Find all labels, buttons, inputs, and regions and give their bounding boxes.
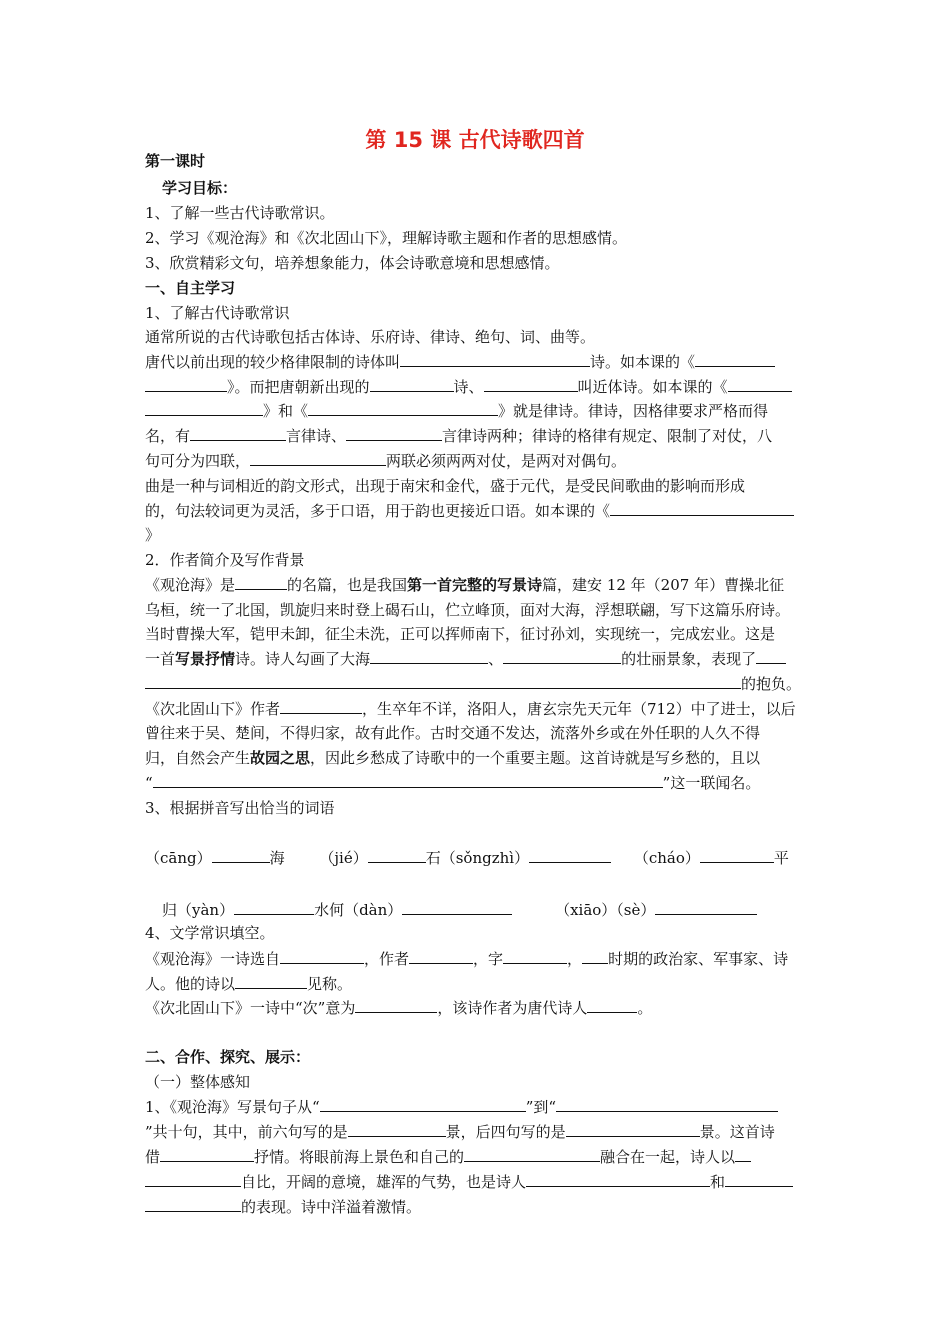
paragraph-line <box>145 352 817 372</box>
blank[interactable] <box>700 848 774 863</box>
blank[interactable] <box>526 1172 710 1187</box>
text: 唐代以前出现的较少格律限制的诗体叫 <box>145 353 401 371</box>
paragraph-line <box>145 1172 817 1192</box>
blank[interactable] <box>370 649 488 664</box>
blank[interactable] <box>145 674 741 689</box>
text: ，该诗作者为唐代诗人 <box>437 999 588 1017</box>
text: 《次北固山下》一诗中“次”意为 <box>145 999 356 1017</box>
blank[interactable] <box>695 352 775 367</box>
text: 篇，建安 12 年（207 年）曹操北征 <box>542 576 785 594</box>
blank[interactable] <box>320 1097 526 1112</box>
blank[interactable] <box>402 900 512 915</box>
blank[interactable] <box>400 352 590 367</box>
paragraph-line <box>145 649 817 669</box>
text: 一首 <box>145 650 176 668</box>
paragraph-line <box>145 998 817 1018</box>
paragraph: 通常所说的古代诗歌包括古体诗、乐府诗、律诗、绝句、词、曲等。 <box>145 328 596 346</box>
blank[interactable] <box>725 1172 793 1187</box>
subheading-1: 1、了解古代诗歌常识 <box>145 304 290 322</box>
blank[interactable] <box>582 949 608 964</box>
pinyin: （xiāo）（sè） <box>555 901 656 919</box>
blank[interactable] <box>145 1172 241 1187</box>
text: 《次北固山下》作者 <box>145 700 281 718</box>
text: 人。他的诗以 <box>145 975 236 993</box>
blank[interactable] <box>503 949 567 964</box>
text: ，作者 <box>364 950 410 968</box>
paragraph-line <box>145 773 817 793</box>
text: 的表现。诗中洋溢着激情。 <box>241 1198 422 1216</box>
text: 。 <box>637 999 653 1017</box>
text: ”这一联闻名。 <box>662 774 761 792</box>
page-title: 第 15 课 古代诗歌四首 <box>365 128 585 152</box>
text: 诗、 <box>453 378 484 396</box>
blank[interactable] <box>250 451 386 466</box>
paragraph-line: 》 <box>145 526 161 544</box>
paragraph-line: 当时曹操大军，铠甲未卸，征尘未洗，正可以挥师南下，征讨孙刘，实现统一，完成宏业。这是 <box>145 625 776 643</box>
pinyin: 石（sǒngzhì） <box>425 849 530 867</box>
blank[interactable] <box>235 575 287 590</box>
text: 抒情。将眼前海上景色和自己的 <box>254 1148 465 1166</box>
text: 的，句法较词更为灵活，多于口语，用于韵也更接近口语。如本课的《 <box>145 502 611 520</box>
text: 》。而把唐朝新出现的 <box>227 378 370 396</box>
blank[interactable] <box>728 377 792 392</box>
text: 融合在一起，诗人以 <box>600 1148 736 1166</box>
text: 景，后四句写的是 <box>445 1123 566 1141</box>
paragraph-line <box>145 748 817 768</box>
blank[interactable] <box>464 1147 600 1162</box>
text: ，字 <box>473 950 504 968</box>
blank[interactable] <box>234 900 314 915</box>
paragraph-line <box>145 451 817 471</box>
blank[interactable] <box>368 848 426 863</box>
blank[interactable] <box>160 1147 254 1162</box>
subheading-4: 4、文学常识填空。 <box>145 924 275 942</box>
text: 两联必须两两对仗，是两对对偶句。 <box>386 452 627 470</box>
blank[interactable] <box>355 998 437 1013</box>
text: 诗。如本课的《 <box>590 353 696 371</box>
text: 《观沧海》一诗选自 <box>145 950 281 968</box>
paragraph-line <box>145 377 817 397</box>
text: 、 <box>488 650 504 668</box>
blank[interactable] <box>212 848 270 863</box>
paragraph-line <box>145 949 817 969</box>
paragraph-line: 乌桓，统一了北国，凯旋归来时登上碣石山，伫立峰顶，面对大海，浮想联翩，写下这篇乐府诗。 <box>145 601 791 619</box>
blank[interactable] <box>153 773 663 788</box>
blank[interactable] <box>409 949 473 964</box>
blank[interactable] <box>756 649 786 664</box>
blank[interactable] <box>735 1147 751 1162</box>
paragraph-line <box>145 1147 817 1167</box>
section-2-heading: 二、合作、探究、展示： <box>145 1048 311 1066</box>
text: 的名篇，也是我国 <box>287 576 408 594</box>
goal-1: 1、了解一些古代诗歌常识。 <box>145 204 335 222</box>
paragraph-line <box>145 575 817 595</box>
pinyin-row-1 <box>145 848 817 868</box>
text: 句可分为四联， <box>145 452 251 470</box>
blank[interactable] <box>280 949 364 964</box>
paragraph-line <box>145 974 817 994</box>
paragraph-line <box>145 1122 817 1142</box>
paragraph-line: 曲是一种与词相近的韵文形式，出现于南宋和金代，盛于元代，是受民间歌曲的影响而形成 <box>145 477 746 495</box>
paragraph-line <box>145 1197 817 1217</box>
text: 和 <box>710 1173 726 1191</box>
goal-2: 2、学习《观沧海》和《次北固山下》，理解诗歌主题和作者的思想感情。 <box>145 229 628 247</box>
lesson-label: 第一课时 <box>145 152 206 170</box>
text: 叫近体诗。如本课的《 <box>577 378 728 396</box>
paragraph-line <box>145 674 817 694</box>
paragraph-line <box>145 426 817 446</box>
text: 海 <box>269 849 285 867</box>
blank[interactable] <box>370 377 454 392</box>
pinyin: （cāng） <box>145 849 212 867</box>
blank[interactable] <box>529 848 611 863</box>
blank[interactable] <box>556 1097 778 1112</box>
text: ， <box>567 950 583 968</box>
blank[interactable] <box>484 377 578 392</box>
text: 》就是律诗。律诗，因格律要求严格而得 <box>498 402 769 420</box>
subheading-3: 3、根据拼音写出恰当的词语 <box>145 799 335 817</box>
goals-heading: 学习目标： <box>162 179 238 197</box>
blank[interactable] <box>348 1122 446 1137</box>
blank[interactable] <box>566 1122 700 1137</box>
text: ，生卒年不详，洛阳人，唐玄宗先天元年（712）中了进士，以后 <box>362 700 796 718</box>
text: 言律诗两种；律诗的格律有规定、限制了对仗，八 <box>442 427 773 445</box>
pinyin-row-2 <box>162 900 834 920</box>
text: 时期的政治家、军事家、诗 <box>608 950 789 968</box>
text: 言律诗、 <box>286 427 347 445</box>
blank[interactable] <box>308 401 498 416</box>
emphasis-text: 写景抒情 <box>175 650 236 668</box>
pinyin: （jié） <box>319 849 368 867</box>
text: 景。这首诗 <box>699 1123 775 1141</box>
blank[interactable] <box>145 377 227 392</box>
text: ，因此乡愁成了诗歌中的一个重要主题。这首诗就是写乡愁的，且以 <box>310 749 761 767</box>
text: 名，有 <box>145 427 191 445</box>
emphasis-text: 第一首完整的写景诗 <box>407 576 543 594</box>
goal-3: 3、欣赏精彩文句，培养想象能力，体会诗歌意境和思想感情。 <box>145 254 560 272</box>
text: 的抱负。 <box>741 675 802 693</box>
blank[interactable] <box>145 401 263 416</box>
section-1-heading: 一、自主学习 <box>145 279 236 297</box>
blank[interactable] <box>610 501 794 516</box>
text: 《观沧海》是 <box>145 576 236 594</box>
blank[interactable] <box>190 426 286 441</box>
text: 见称。 <box>307 975 353 993</box>
subheading-2: 2．作者简介及写作背景 <box>145 551 305 569</box>
blank[interactable] <box>280 699 362 714</box>
paragraph-line <box>145 1097 817 1117</box>
pinyin: 水何（dàn） <box>314 901 403 919</box>
paragraph-line: 曾往来于吴、楚间，不得归家，故有此作。古时交通不发达，流落外乡或在外任职的人久不得 <box>145 724 761 742</box>
blank[interactable] <box>587 998 637 1013</box>
text: ”共十句，其中，前六句写的是 <box>145 1123 348 1141</box>
text: 》和《 <box>263 402 309 420</box>
paragraph-line <box>145 501 817 521</box>
text: 的壮丽景象，表现了 <box>621 650 757 668</box>
blank[interactable] <box>235 974 307 989</box>
text: 借 <box>145 1148 161 1166</box>
blank[interactable] <box>655 900 757 915</box>
blank[interactable] <box>346 426 442 441</box>
text: 归，自然会产生 <box>145 749 251 767</box>
text: 1、《观沧海》写景句子从“ <box>145 1098 320 1116</box>
text: ”到“ <box>525 1098 557 1116</box>
blank[interactable] <box>145 1197 241 1212</box>
pinyin: 归（yàn） <box>162 901 235 919</box>
text: 平 <box>773 849 789 867</box>
text: “ <box>145 774 153 792</box>
paragraph-line <box>145 401 817 421</box>
blank[interactable] <box>503 649 621 664</box>
emphasis-text: 故园之思 <box>250 749 311 767</box>
paragraph-line <box>145 699 817 719</box>
text: 诗。诗人勾画了大海 <box>235 650 371 668</box>
text: 自比，开阔的意境，雄浑的气势，也是诗人 <box>241 1173 527 1191</box>
subheading-5: （一）整体感知 <box>145 1073 251 1091</box>
pinyin: （cháo） <box>633 849 700 867</box>
